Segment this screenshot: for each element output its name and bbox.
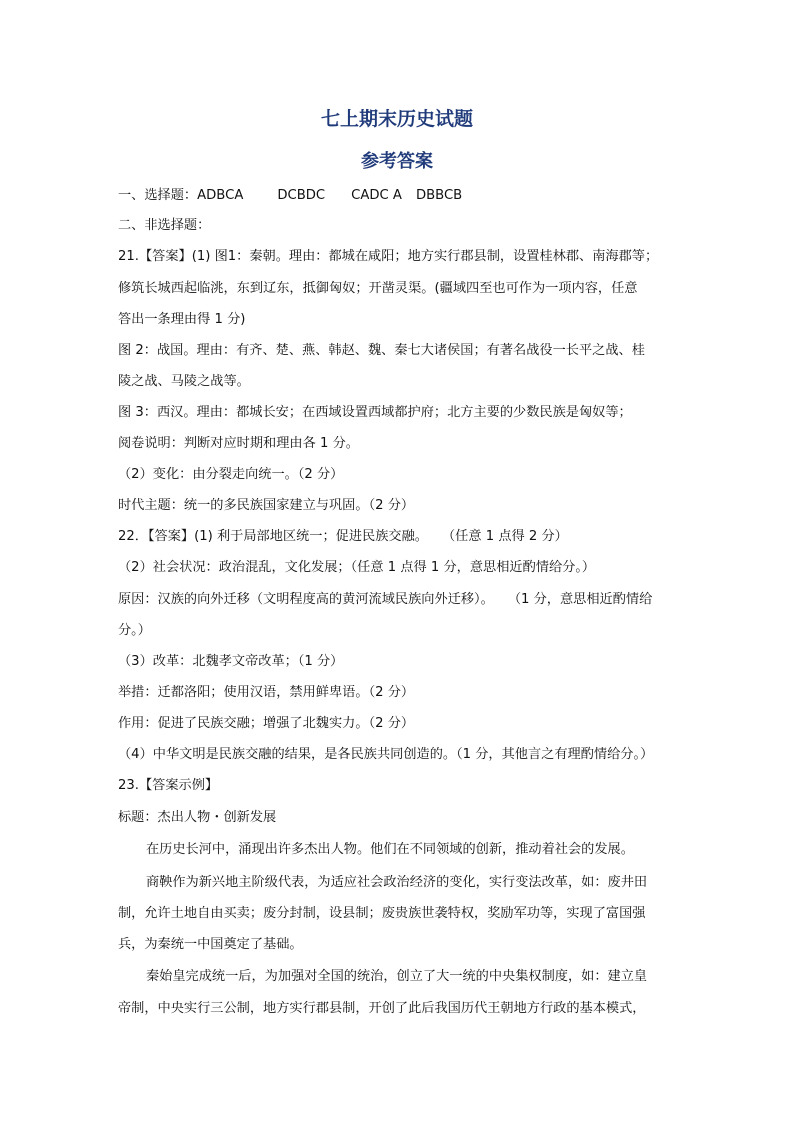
- score-note: （任意 1 点得 2 分）: [442, 529, 568, 544]
- answer-line: 分。）: [118, 623, 151, 638]
- answer-line: 修筑长城西起临洮，东到辽东，抵御匈奴；开凿灵渠。(疆域四至也可作为一项内容，任意: [118, 281, 638, 296]
- answer-line: 答出一条理由得 1 分): [118, 312, 246, 327]
- answer-line: 23.【答案示例】: [118, 778, 219, 793]
- essay-paragraph: 商鞅作为新兴地主阶级代表，为适应社会政治经济的变化，实行变法改革，如：废井田: [146, 875, 648, 890]
- answer-text: 22．【答案】(1) 利于局部地区统一；促进民族交融。: [118, 529, 428, 544]
- answer-line: 阅卷说明：判断对应时期和理由各 1 分。: [118, 436, 359, 451]
- answer-line: [118, 590, 688, 610]
- section-heading: 二、非选择题：: [118, 218, 211, 233]
- choice-answers-1: 一、选择题：ADBCA: [118, 188, 244, 203]
- answer-line: （2）变化：由分裂走向统一。（2 分）: [118, 467, 344, 482]
- answer-line: 标题：杰出人物・创新发展: [118, 810, 277, 825]
- answer-line: [118, 527, 688, 547]
- choice-answers-2: DCBDC: [277, 188, 326, 203]
- answer-line: 21.【答案】(1) 图1：秦朝。理由：都城在咸阳；地方实行郡县制，设置桂林郡、南海郡等；: [118, 249, 659, 264]
- essay-paragraph: 秦始皇完成统一后，为加强对全国的统治，创立了大一统的中央集权制度，如：建立皇: [146, 969, 648, 984]
- answer-line: 作用：促进了民族交融；增强了北魏实力。（2 分）: [118, 716, 415, 731]
- choice-answers-4: DBBCB: [415, 188, 463, 203]
- answer-text: 原因：汉族的向外迁移（文明程度高的黄河流域民族向外迁移）。: [118, 592, 494, 607]
- page-title: 七上期末历史试题: [320, 108, 473, 130]
- answer-line: （4）中华文明是民族交融的结果，是各民族共同创造的。（1 分，其他言之有理酌情给分。）: [118, 747, 654, 762]
- answer-line: 举措：迁都洛阳；使用汉语，禁用鲜卑语。（2 分）: [118, 685, 415, 700]
- answer-line: 图 3：西汉。理由：都城长安；在西域设置西域都护府；北方主要的少数民族是匈奴等；: [118, 405, 632, 420]
- essay-paragraph: 在历史长河中，涌现出许多杰出人物。他们在不同领域的创新，推动着社会的发展。: [146, 842, 634, 857]
- answer-line: [118, 186, 688, 206]
- essay-line: 兵，为秦统一中国奠定了基础。: [118, 937, 303, 952]
- page-subtitle: 参考答案: [361, 151, 433, 172]
- answer-line: 时代主题：统一的多民族国家建立与巩固。（2 分）: [118, 498, 415, 513]
- essay-line: 帝制，中央实行三公制，地方实行郡县制，开创了此后我国历代王朝地方行政的基本模式，: [118, 1001, 646, 1016]
- answer-line: （3）改革：北魏孝文帝改革；（1 分）: [118, 654, 344, 669]
- choice-answers-3: CADC A: [351, 188, 402, 203]
- answer-line: （2）社会状况：政治混乱，文化发展；（任意 1 点得 1 分，意思相近酌情给分。）: [118, 560, 596, 575]
- answer-line: 陵之战、马陵之战等。: [118, 374, 250, 389]
- answer-line: 图 2：战国。理由：有齐、楚、燕、韩赵、魏、秦七大诸侯国；有著名战役一长平之战、桂: [118, 343, 645, 358]
- score-note: （1 分，意思相近酌情给: [507, 592, 653, 607]
- essay-line: 制，允许土地自由买卖；废分封制，设县制；废贵族世袭特权，奖励军功等，实现了富国强: [118, 906, 646, 921]
